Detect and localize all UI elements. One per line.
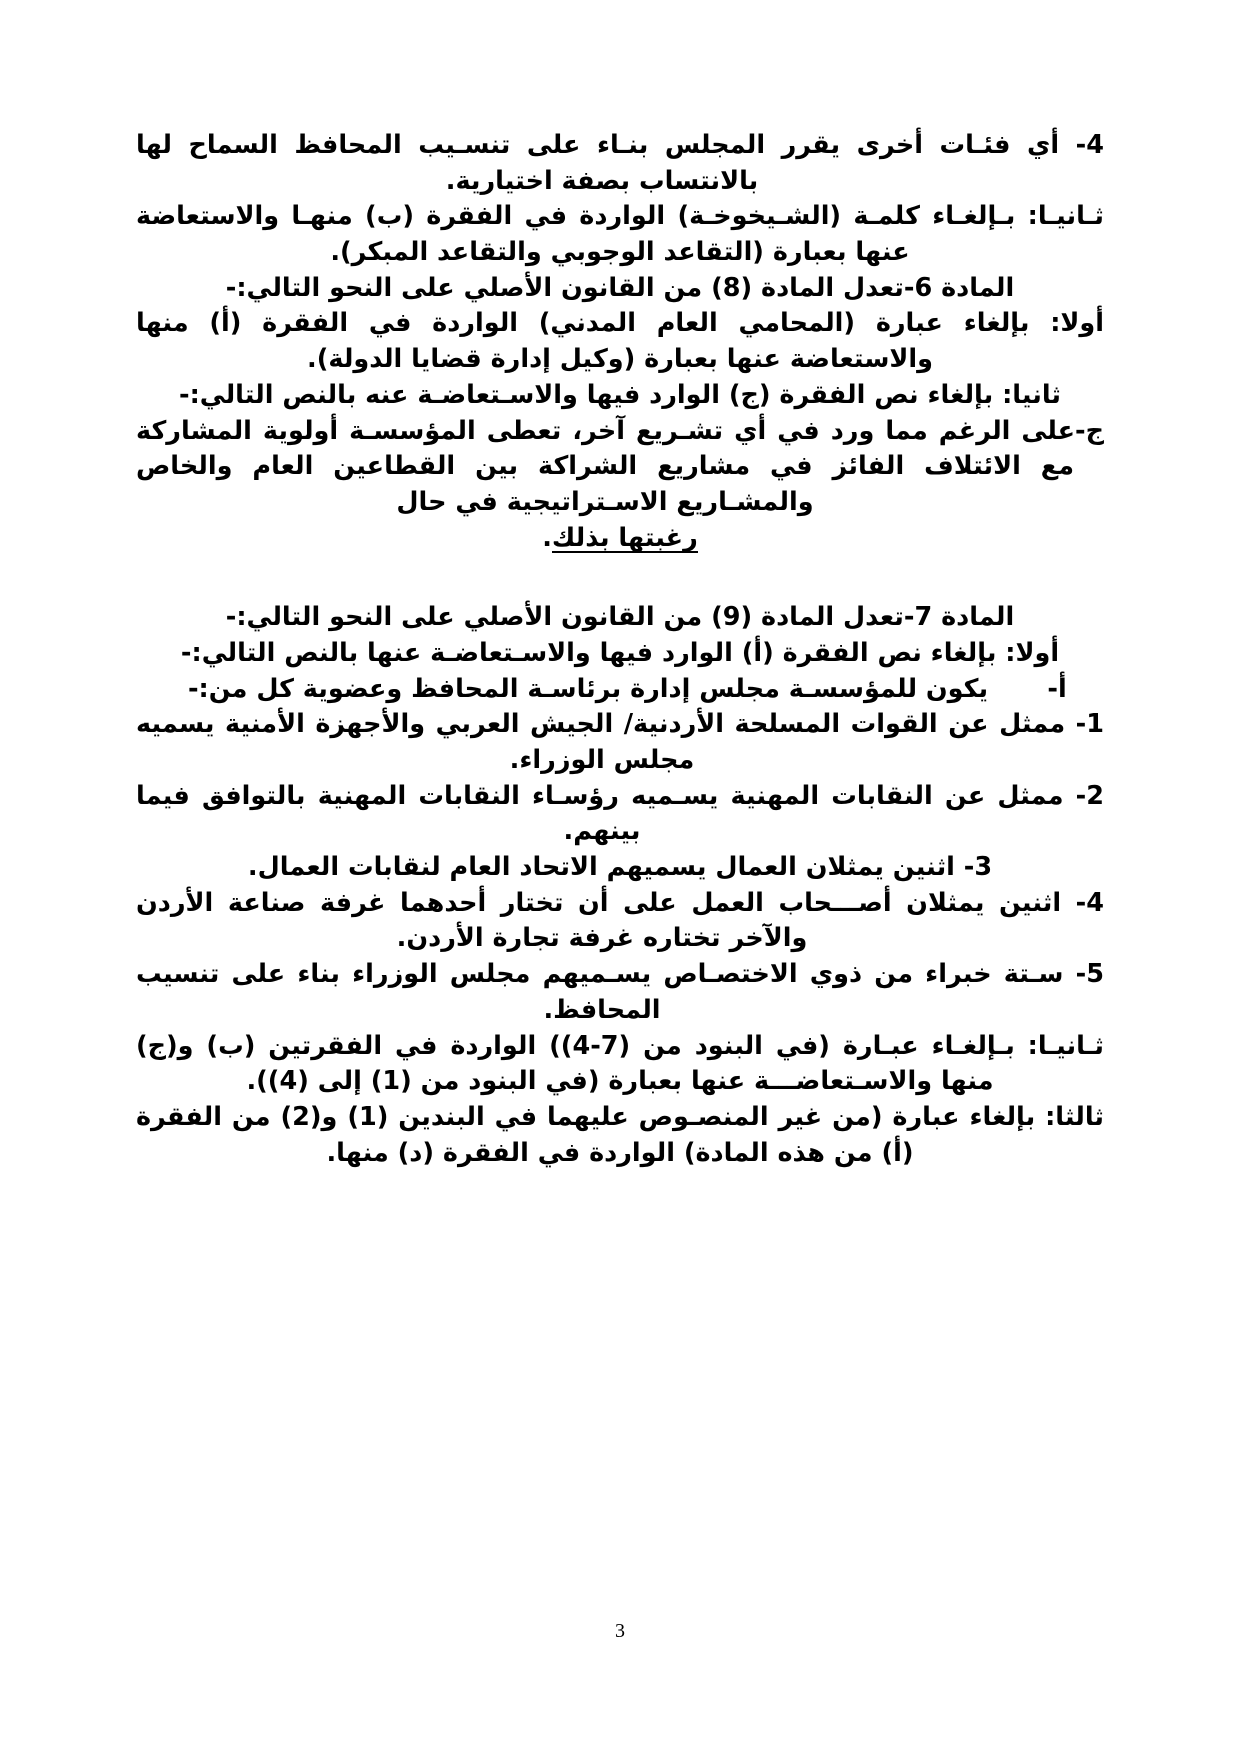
article-7-heading: المادة 7-تعدل المادة (9) من القانون الأصلي على النحو التالي:- (225, 602, 1015, 633)
list-item: 3- اثنين يمثلان العمال يسميهم الاتحاد العام لنقابات العمال. (247, 852, 993, 883)
list-item: 2- ممثل عن النقابات المهنية يسـميه رؤسـاء النقابات المهنية بالتوافق فيما بينهم. (136, 780, 1104, 847)
paragraph-alef-text: يكون للمؤسسـة مجلس إدارة برئاسـة المحافظ وعضوية كل من:- (187, 673, 989, 704)
paragraph-j-tail-punctuation: . (542, 522, 552, 553)
article-6-paragraph-j-tail (136, 521, 1104, 557)
article-6-thaniyan: ثانيا: بإلغاء نص الفقرة (ج) الوارد فيها والاسـتعاضـة عنه بالنص التالي:- (179, 379, 1061, 410)
list-item: 4- اثنين يمثلان أصـــحاب العمل على أن تختار أحدهما غرفة صناعة الأردن والآخر تختاره غرفة تجارة الأردن. (136, 887, 1104, 954)
paragraph-j-tail-underlined: رغبتها بذلك (551, 522, 698, 553)
page-number: 3 (615, 1620, 625, 1642)
paragraph-alef-marker: أ- (1047, 673, 1067, 704)
list-item: 1- ممثل عن القوات المسلحة الأردنية/ الجيش العربي والأجهزة الأمنية يسميه مجلس الوزراء. (136, 709, 1104, 775)
article-6-awalan: أولا: بإلغاء عبارة (المحامي العام المدني) الواردة في الفقرة (أ) منها والاستعاضة عنها بعبارة (وكيل إدارة قضايا الدولة). (136, 308, 1104, 375)
article-7-paragraph-alef (136, 672, 1104, 708)
list-item: 5- سـتة خبراء من ذوي الاختصـاص يسـميهم مجلس الوزراء بناء على تنسيب المحافظ. (136, 959, 1104, 1025)
clause-thaniyan-article5: ثـانيـا: بـإلغـاء كلمـة (الشـيخوخـة) الواردة في الفقرة (ب) منهـا والاستعاضة عنها بعبارة (التقاعد الوجوبي والتقاعد المبكر). (136, 201, 1104, 268)
clause-item-4: 4- أي فئـات أخرى يقرر المجلس بنـاء على تنسـيب المحافظ السماح لها بالانتساب بصفة اختيارية. (136, 130, 1104, 196)
article-7-awalan: أولا: بإلغاء نص الفقرة (أ) الوارد فيها والاسـتعاضـة عنها بالنص التالي:- (180, 637, 1060, 668)
document-body (136, 128, 1104, 1171)
article-6-paragraph-j: ج-على الرغم مما ورد في أي تشـريع آخر، تعطى المؤسسـة أولوية المشاركة مع الائتلاف الفائز في مشاريع الشراكة بين القطاعين العام والخاص والمشـاريع الاسـتراتيجية في حال (136, 415, 1104, 517)
section-spacer (136, 556, 1104, 600)
article-7-thalithan: ثالثا: بإلغاء عبارة (من غير المنصـوص عليهما في البندين (1) و(2) من الفقرة (أ) من هذه المادة) الواردة في الفقرة (د) منها. (136, 1101, 1104, 1168)
article-6-heading: المادة 6-تعدل المادة (8) من القانون الأصلي على النحو التالي:- (225, 272, 1015, 303)
article-7-thaniyan: ثـانيـا: بـإلغـاء عبـارة (في البنود من (7-4)) الواردة في الفقرتين (ب) و(ج) منها والاسـتعاضـــة عنها بعبارة (في البنود من (1) إلى (4)). (136, 1030, 1104, 1097)
